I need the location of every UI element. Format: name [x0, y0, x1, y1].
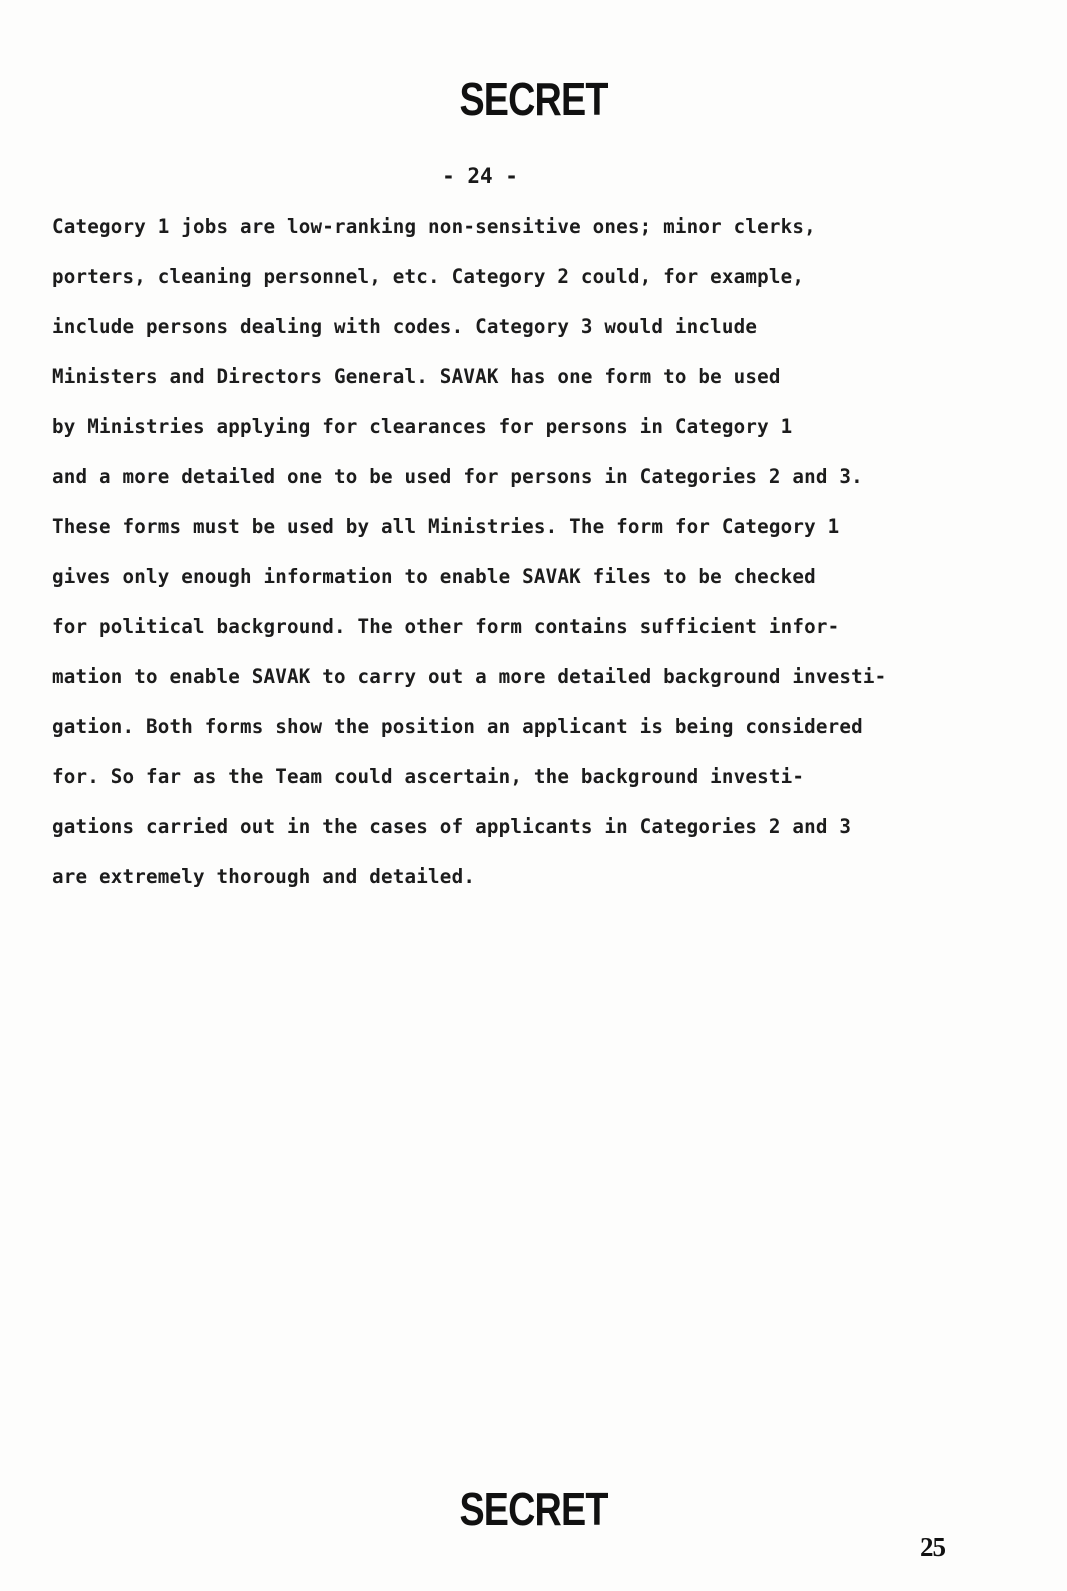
classification-header: SECRET [459, 73, 608, 125]
text-line: gation. Both forms show the position an applicant is being considered [52, 715, 863, 738]
text-line: mation to enable SAVAK to carry out a more detailed background investi- [52, 665, 887, 688]
text-line: Category 1 jobs are low-ranking non-sensitive ones; minor clerks, [52, 215, 816, 238]
text-line: for. So far as the Team could ascertain, the background investi- [52, 765, 805, 788]
text-line: and a more detailed one to be used for persons in Categories 2 and 3. [52, 465, 863, 488]
text-line: porters, cleaning personnel, etc. Category 2 could, for example, [52, 265, 805, 288]
text-line: gives only enough information to enable SAVAK files to be checked [52, 565, 816, 588]
page-number: - 24 - [442, 164, 518, 188]
text-line: for political background. The other form contains sufficient infor- [52, 615, 840, 638]
text-line: Ministers and Directors General. SAVAK has one form to be used [52, 365, 781, 388]
text-line: by Ministries applying for clearances for persons in Category 1 [52, 415, 793, 438]
text-line: gations carried out in the cases of applicants in Categories 2 and 3 [52, 815, 852, 838]
text-line: are extremely thorough and detailed. [52, 865, 476, 888]
text-line: include persons dealing with codes. Category 3 would include [52, 315, 758, 338]
classification-footer: SECRET [459, 1483, 608, 1535]
handwritten-page-number: 25 [920, 1532, 945, 1562]
body-paragraph [52, 210, 952, 910]
text-line: These forms must be used by all Ministries. The form for Category 1 [52, 515, 840, 538]
